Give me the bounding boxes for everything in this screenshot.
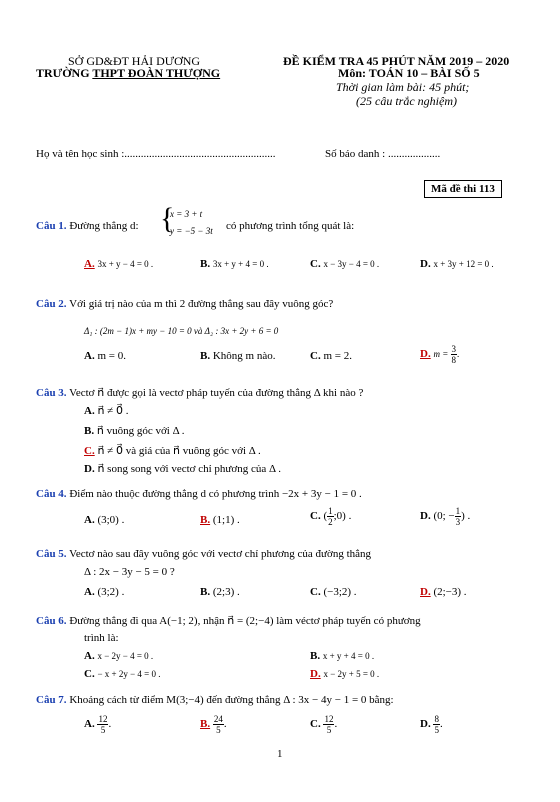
option-a[interactable]: A. $\frac{12}{5}$ . (84, 714, 112, 735)
option-letter: A. (84, 258, 95, 270)
fraction-numerator: 3 (451, 344, 457, 354)
option-text: (3;0) . (97, 514, 125, 526)
fraction-numerator: 12 (324, 714, 334, 724)
option-letter: C. (310, 258, 321, 270)
option-b[interactable] (200, 586, 240, 598)
option-post: ) . (461, 510, 471, 523)
option-c[interactable] (310, 586, 357, 598)
option-c[interactable] (310, 258, 379, 270)
exam-code-box: Mã đề thi 113 (424, 180, 502, 198)
fraction-denominator: 8 (451, 355, 457, 365)
exam-title: ĐỀ KIỂM TRA 45 PHÚT NĂM 2019 – 2020 (283, 54, 510, 68)
option-end: . (457, 349, 460, 360)
question-text: Đường thẳng d: (69, 220, 139, 232)
option-letter: B. (200, 718, 211, 731)
question-label: Câu 6. (36, 615, 67, 627)
fraction-denominator: 5 (326, 725, 332, 735)
option-b[interactable] (200, 350, 275, 362)
question-label: Câu 4. (36, 488, 67, 500)
option-letter: B. (200, 586, 211, 598)
option-c[interactable]: C. $\frac{12}{5}$ . (310, 714, 338, 735)
option-letter: C. (84, 445, 95, 457)
question-label: Câu 2. (36, 298, 67, 310)
option-letter: D. (310, 668, 321, 680)
option-c[interactable] (310, 506, 351, 527)
option-letter: C. (310, 586, 321, 598)
option-text: x − 3y − 4 = 0 . (323, 259, 380, 269)
option-letter: A. (84, 650, 95, 662)
system-line-1: x = 3 + t (170, 209, 203, 219)
question-5 (36, 548, 371, 560)
option-a[interactable] (84, 650, 153, 662)
option-text: n⃗ ≠ 0⃗ . (97, 405, 129, 417)
option-letter: B. (200, 350, 211, 362)
fraction-numerator: 1 (328, 506, 333, 516)
option-text: x − 2y − 4 = 0 . (97, 651, 154, 661)
school-prefix: TRƯỜNG (36, 66, 93, 80)
fraction-numerator: 1 (455, 506, 461, 516)
question-6 (36, 614, 421, 627)
option-b[interactable] (84, 424, 185, 437)
option-text: x + y + 4 = 0 . (322, 651, 375, 661)
option-a[interactable] (84, 514, 124, 526)
system-brace: { (160, 202, 175, 235)
option-letter: A. (84, 514, 95, 526)
option-letter: A. (84, 718, 95, 731)
option-text: (−3;2) . (323, 586, 357, 598)
option-letter: A. (84, 405, 95, 417)
option-letter: D. (420, 510, 431, 523)
department-name: SỞ GD&ĐT HẢI DƯƠNG (68, 54, 201, 68)
option-d[interactable] (84, 462, 281, 475)
option-letter: D. (420, 586, 431, 598)
option-d[interactable] (420, 258, 494, 270)
question-1 (36, 220, 139, 232)
option-text: (3;2) . (97, 586, 125, 598)
option-b[interactable] (310, 650, 374, 662)
question-text: Điểm nào thuộc đường thẳng d có phương trình −2x + 3y − 1 = 0 . (69, 488, 362, 500)
question-text: Vectơ nào sau đây vuông góc với vectơ chỉ phương của đường thẳng (69, 548, 372, 560)
option-text: 3x + y + 4 = 0 . (212, 259, 269, 269)
system-line-2: y = −5 − 3t (170, 226, 213, 236)
option-text: (2;−3) . (433, 586, 467, 598)
option-a[interactable] (84, 404, 128, 417)
option-letter: C. (310, 350, 321, 362)
fraction (213, 714, 224, 735)
fraction (323, 714, 334, 735)
option-text: m = 2. (323, 350, 352, 362)
option-text: 3x + y − 4 = 0 . (97, 259, 154, 269)
fraction-denominator: 5 (216, 725, 221, 735)
option-text: x + 3y + 12 = 0 . (433, 259, 494, 269)
option-text: n⃗ ≠ 0⃗ và giá của n⃗ vuông góc với Δ . (97, 445, 261, 457)
option-text: n⃗ song song với vectơ chỉ phương của Δ . (97, 463, 281, 475)
option-b[interactable] (200, 514, 240, 526)
option-a[interactable] (84, 258, 153, 270)
option-text: (2;3) . (212, 586, 240, 598)
fraction-numerator: 8 (434, 714, 439, 724)
question-7 (36, 694, 394, 706)
option-b[interactable] (200, 258, 269, 270)
option-letter: B. (84, 425, 95, 437)
option-a[interactable] (84, 586, 124, 598)
question-text: Vectơ n⃗ được gọi là vectơ pháp tuyến của đường thẳng Δ khi nào ? (69, 387, 364, 399)
option-text: (1;1) . (212, 514, 240, 526)
option-text: n⃗ vuông góc với Δ . (96, 425, 185, 437)
option-text: m = 0. (97, 350, 126, 362)
fraction-denominator: 3 (455, 517, 461, 527)
fraction-denominator: 5 (434, 725, 439, 735)
question-label: Câu 7. (36, 694, 67, 706)
option-post: ;0) . (333, 510, 352, 523)
option-c[interactable] (84, 444, 261, 457)
fraction-denominator: 5 (100, 725, 106, 735)
option-letter: D. (420, 348, 431, 361)
option-letter: A. (84, 586, 95, 598)
student-name-field: Họ và tên học sinh :....................................................... (36, 148, 276, 160)
option-letter: C. (310, 510, 321, 523)
fraction-numerator: 24 (213, 714, 223, 724)
question-label: Câu 1. (36, 220, 67, 232)
fraction-denominator: 2 (328, 517, 333, 527)
question-text: Khoảng cách từ điểm M(3;−4) đến đường thẳng Δ : 3x − 4y − 1 = 0 bằng: (69, 694, 394, 706)
option-letter: B. (310, 650, 321, 662)
question-2 (36, 298, 333, 310)
option-letter: A. (84, 350, 95, 362)
option-d[interactable] (420, 344, 459, 365)
option-letter: D. (420, 258, 431, 270)
exam-time: Thời gian làm bài: 45 phút; (336, 80, 470, 94)
option-d[interactable] (310, 668, 379, 680)
option-d[interactable] (420, 506, 470, 527)
question-text-continued: trình là: (84, 632, 119, 644)
option-b[interactable]: B. $\frac{24}{5}$ . (200, 714, 227, 735)
question-text: Đường thẳng đi qua A(−1; 2), nhận n⃗ = (2;−4) làm véctơ pháp tuyến có phương (69, 615, 421, 627)
student-id-field: Số báo danh : ................... (325, 148, 441, 160)
fraction (433, 714, 440, 735)
equation: Δ₁ : (2m − 1)x + my − 10 = 0 và Δ₂ : 3x + 2y + 6 = 0 (84, 326, 279, 336)
page-number: 1 (277, 748, 283, 760)
question-count: (25 câu trắc nghiệm) (356, 94, 457, 108)
option-c[interactable] (84, 668, 161, 680)
option-text: Không m nào. (212, 350, 276, 362)
question-text: Với giá trị nào của m thì 2 đường thẳng sau đây vuông góc? (69, 298, 334, 310)
question-4 (36, 488, 362, 500)
option-letter: C. (84, 668, 95, 680)
school-name (36, 66, 220, 81)
question-label: Câu 5. (36, 548, 67, 560)
question-text-continued: Δ : 2x − 3y − 5 = 0 ? (84, 566, 175, 578)
option-text: x − 2y + 5 = 0 . (323, 669, 380, 679)
option-a[interactable] (84, 350, 126, 362)
question-3 (36, 386, 363, 399)
option-text: m = (433, 349, 451, 360)
question-text-continued: có phương trình tổng quát là: (226, 220, 355, 232)
exam-subject: Môn: TOÁN 10 – BÀI SỐ 5 (338, 66, 480, 80)
school-name-underlined: THPT ĐOÀN THƯỢNG (92, 66, 221, 80)
question-label: Câu 3. (36, 387, 67, 399)
option-pre: (0; − (433, 510, 455, 523)
option-text: − x + 2y − 4 = 0 . (97, 669, 161, 679)
option-c[interactable] (310, 350, 352, 362)
option-d[interactable] (420, 586, 467, 598)
option-d[interactable]: D. $\frac{8}{5}$ . (420, 714, 443, 735)
fraction (97, 714, 108, 735)
option-letter: D. (420, 718, 431, 731)
option-pre: ( (323, 510, 328, 523)
option-letter: B. (200, 514, 211, 526)
option-letter: C. (310, 718, 321, 731)
option-letter: B. (200, 258, 211, 270)
fraction-numerator: 12 (98, 714, 108, 724)
option-letter: D. (84, 463, 95, 475)
